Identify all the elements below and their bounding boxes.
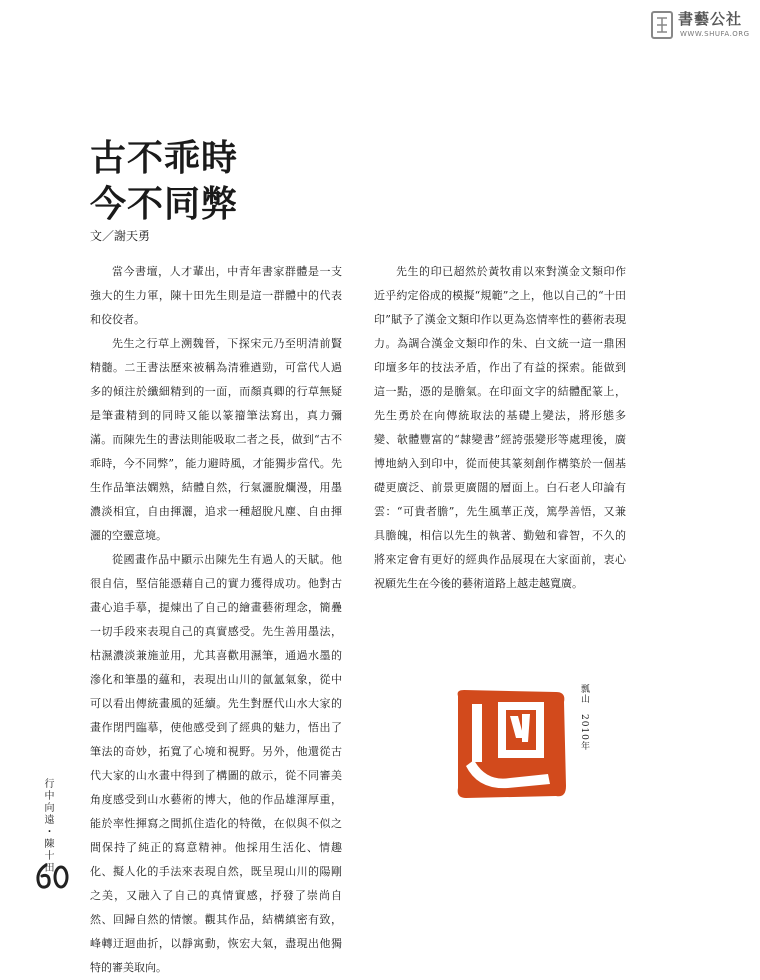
body-column-left [90, 260, 342, 980]
paragraph: 當今書壇，人才輩出，中青年書家群體是一支強大的生力軍，陳十田先生則是這一群體中的代表和佼佼者。 [90, 265, 342, 326]
title-line-2: 今不同弊 [90, 183, 239, 225]
body-column-right [374, 260, 626, 596]
seal-artwork [452, 686, 570, 802]
page-number-glyphs [34, 862, 70, 890]
paragraph: 先生的印已超然於黃牧甫以來對漢金文類印作近乎約定俗成的模擬“規範”之上，他以自己的“十田印”賦予了漢金文類印作以更為恣情率性的藝術表現力。為調合漢金文類印作的朱、白文統一這一鼎困印壇多年的技法矛盾，作出了有益的探索。能做到這一點，憑的是膽氣。在印面文字的結體配篆上，先生勇於在向傳統取法的基礎上變法，將形態多變、欹體豐富的“隸變書”經誇張變形等處理後，廣博地納入到印中，從而使其篆刻創作構築於一個基礎更廣泛、前景更廣闊的層面上。白石老人印論有雲：“可貴者膽”，先生風華正茂，篤學善悟，又兼具膽魄，相信以先生的執著、勤勉和睿智，不久的將來定會有更好的經典作品展現在大家面前，衷心祝願先生在今後的藝術道路上越走越寬廣。 [374, 265, 626, 590]
paragraph: 從國畫作品中顯示出陳先生有過人的天賦。他很自信，堅信能憑藉自己的實力獲得成功。他對古畫心追手摹，提煉出了自己的繪畫藝術理念，簡疊一切手段來表現自己的真實感受。先生善用墨法，枯濕濃淡兼施並用，尤其喜歡用濕筆，通過水墨的滲化和筆墨的蘊和，表現出山川的氤氳氣象，從中可以看出傳統畫風的延續。先生對歷代山水大家的畫作閉門臨摹，使他感受到了經典的魅力，悟出了筆法的奇妙，拓寬了心境和視野。另外，他還從古代大家的山水畫中得到了構圖的啟示，從不同審美角度感受到山水藝術的博大，他的作品雄渾厚重，能於率性揮寫之間抓住造化的特徵，在似與不似之間保持了純正的寫意精神。他採用生活化、情趣化、擬人化的手法來表現自然，既呈現山川的陽剛之美，又融入了自己的真情實感，抒發了崇尚自然、回歸自然的情懷。觀其作品，結構縝密有致，峰轉迂迴曲折，以靜寓動，恢宏大氣，盡現出他獨特的審美取向。 [90, 553, 342, 974]
logo-name: 書藝公社 [678, 10, 743, 28]
byline: 文／謝天勇 [90, 229, 151, 243]
seal-caption: 瓢山 2010年 [579, 684, 589, 751]
seal-logo-icon [650, 10, 674, 40]
seal-image [452, 686, 570, 802]
paragraph: 先生之行草上溯魏晉，下探宋元乃至明清前賢精髓。二王書法歷來被稱為清雅遒勁，可當代人過多的傾注於纖細精到的一面，而顏真卿的行草無疑是筆畫精到的同時又能以篆籀筆法寫出，真力彌滿。而陳先生的書法則能吸取二者之長，做到“古不乖時，今不同弊”，能力避時風，才能獨步當代。先生作品筆法嫻熟，結體自然，行氣灑脫爛漫，用墨濃淡相宜，自由揮灑，追求一種超脫凡塵、自由揮灑的空靈意境。 [90, 337, 342, 542]
title-line-1: 古不乖時 [90, 137, 239, 179]
site-logo[interactable] [650, 6, 754, 46]
article-title [90, 135, 238, 227]
logo-url: WWW.SHUFA.ORG [680, 30, 750, 38]
running-head: 行中向遠・陳十田 [42, 778, 53, 874]
page-number [34, 862, 70, 894]
